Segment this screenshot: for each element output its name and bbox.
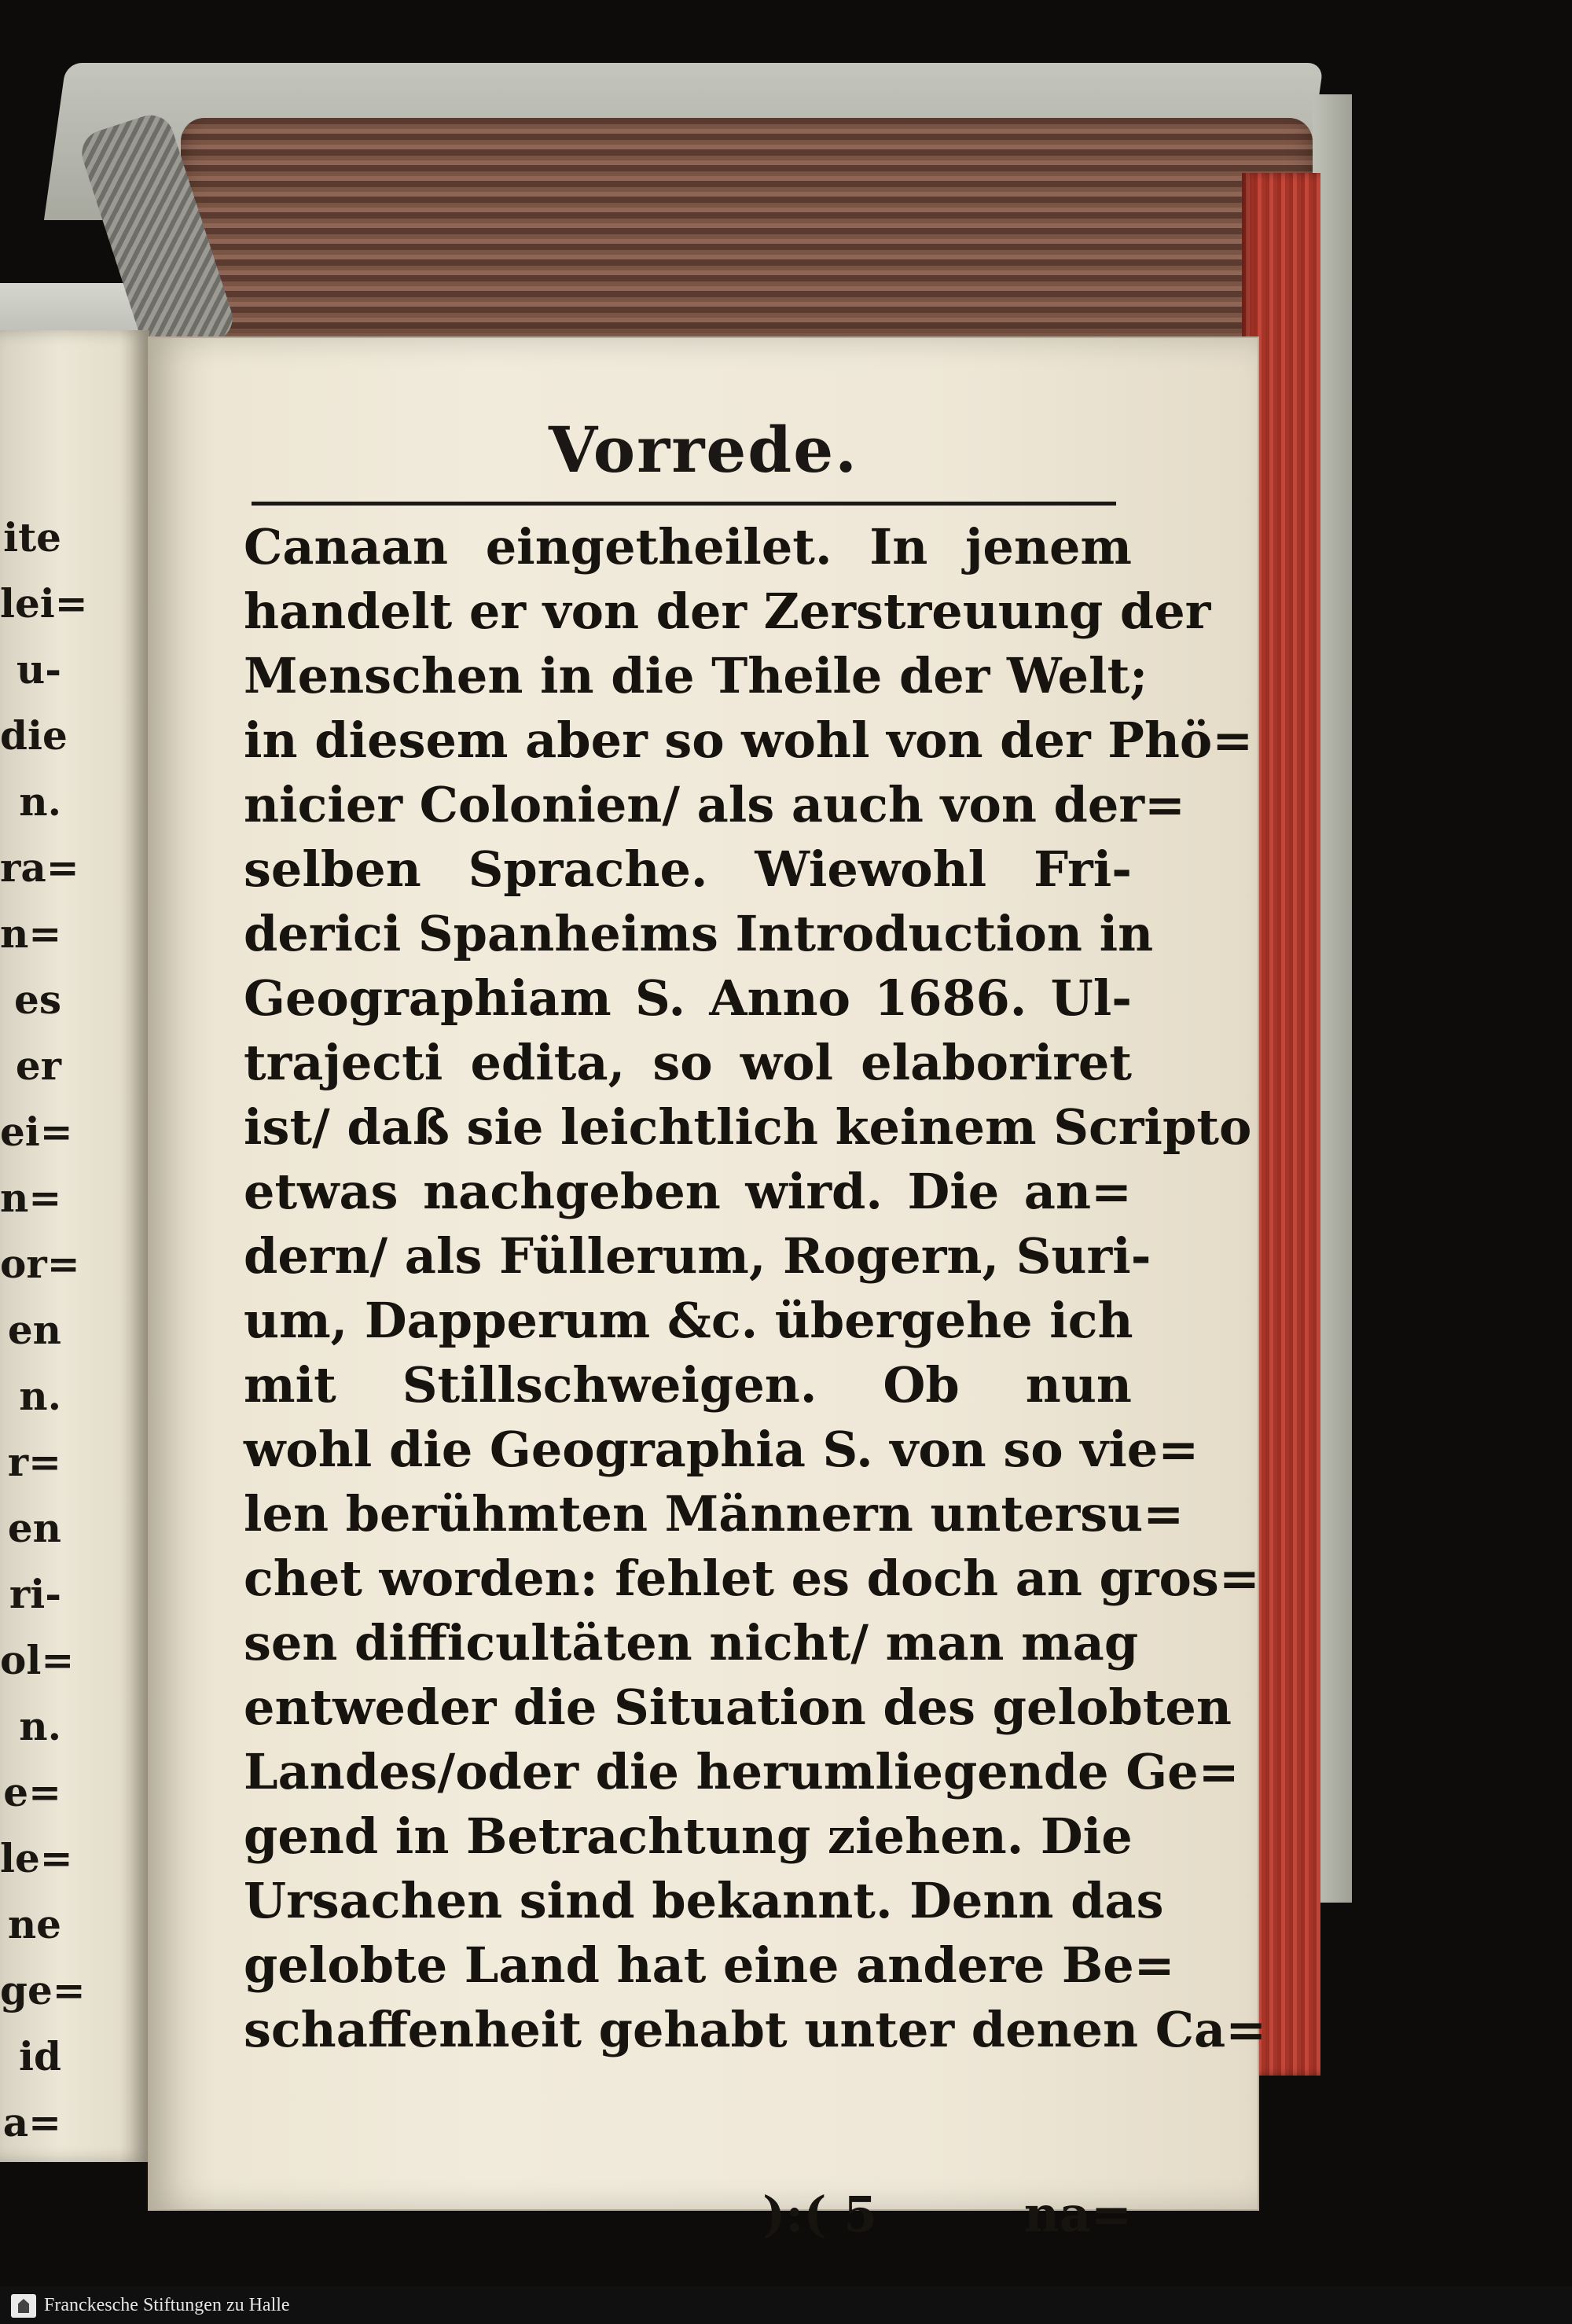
left-page-fragment: le= bbox=[0, 1835, 73, 1881]
text-line: chet worden: fehlet es doch an gros= bbox=[244, 1550, 1260, 1607]
left-page-fragment: ra= bbox=[0, 844, 79, 891]
text-line: trajecti edita, so wol elaboriret bbox=[244, 1034, 1132, 1091]
text-line: gelobte Land hat eine andere Be= bbox=[244, 1936, 1175, 1994]
left-page-fragment: n. bbox=[19, 1703, 61, 1749]
watermark-text: Franckesche Stiftungen zu Halle bbox=[44, 2295, 290, 2315]
text-line: etwas nachgeben wird. Die an= bbox=[244, 1163, 1132, 1220]
page-block-edges bbox=[181, 118, 1313, 354]
left-page-fragment: u- bbox=[16, 646, 61, 693]
left-page-fragment: ol= bbox=[0, 1637, 75, 1683]
left-page-fragment: lei= bbox=[0, 580, 88, 627]
left-page-fragment: en bbox=[7, 1307, 61, 1353]
left-page-fragment: die bbox=[0, 712, 68, 759]
left-page-fragment: ge= bbox=[0, 1967, 86, 2013]
left-page-fragment: n. bbox=[19, 1373, 61, 1419]
left-page-fragment: e= bbox=[3, 1769, 61, 1815]
text-line: selben Sprache. Wiewohl Fri- bbox=[244, 840, 1132, 898]
header-rule bbox=[252, 502, 1116, 506]
left-page-fragment: or= bbox=[0, 1241, 80, 1287]
page-text bbox=[244, 515, 1267, 2062]
page-footer bbox=[244, 2186, 1132, 2249]
text-line: Ursachen sind bekannt. Denn das bbox=[244, 1872, 1164, 1929]
text-line: nicier Colonien/ als auch von der= bbox=[244, 776, 1185, 833]
left-page-fragment: r= bbox=[7, 1439, 61, 1485]
text-line: gend in Betrachtung ziehen. Die bbox=[244, 1807, 1133, 1865]
text-line: ist/ daß sie leichtlich keinem Scripto bbox=[244, 1098, 1252, 1156]
text-line: Landes/oder die herumliegende Ge= bbox=[244, 1743, 1240, 1800]
text-line: schaffenheit gehabt unter denen Ca= bbox=[244, 2001, 1267, 2058]
text-line: entweder die Situation des gelobten bbox=[244, 1679, 1232, 1736]
left-page-fragment: a= bbox=[2, 2099, 61, 2146]
left-page-fragment: er bbox=[15, 1042, 61, 1089]
left-page-fragment: ei= bbox=[0, 1109, 73, 1155]
left-page-fragment: ite bbox=[3, 514, 61, 561]
text-line: mit Stillschweigen. Ob nun bbox=[244, 1356, 1132, 1414]
text-line: Menschen in die Theile der Welt; bbox=[244, 647, 1148, 704]
left-page-fragment: ne bbox=[7, 1901, 61, 1947]
text-line: sen difficultäten nicht/ man mag bbox=[244, 1614, 1139, 1671]
left-page bbox=[0, 330, 149, 2162]
text-line: in diesem aber so wohl von der Phö= bbox=[244, 712, 1254, 769]
catchword: na= bbox=[1023, 2186, 1132, 2243]
right-page bbox=[149, 338, 1267, 2243]
running-head: Vorrede. bbox=[549, 413, 858, 487]
signature-mark: ):( 5 bbox=[762, 2186, 878, 2243]
text-line: dern/ als Füllerum, Rogern, Suri- bbox=[244, 1227, 1151, 1285]
text-line: Geographiam S. Anno 1686. Ul- bbox=[244, 969, 1132, 1027]
text-line: derici Spanheims Introduction in bbox=[244, 905, 1154, 962]
institution-logo-icon bbox=[11, 2294, 36, 2318]
left-page-fragment: n= bbox=[0, 910, 62, 957]
text-line: len berühmten Männern untersu= bbox=[244, 1485, 1185, 1543]
left-page-fragment: n. bbox=[19, 778, 61, 825]
text-line: Canaan eingetheilet. In jenem bbox=[244, 518, 1132, 575]
left-page-fragment: id bbox=[19, 2033, 61, 2079]
left-page-fragment: n= bbox=[0, 1175, 62, 1221]
left-page-fragment: en bbox=[7, 1505, 61, 1551]
left-page-fragment: ri- bbox=[9, 1571, 61, 1617]
left-page-fragment: es bbox=[14, 976, 61, 1023]
text-line: handelt er von der Zerstreuung der bbox=[244, 583, 1211, 640]
text-line: um, Dapperum &c. übergehe ich bbox=[244, 1292, 1133, 1349]
text-line: wohl die Geographia S. von so vie= bbox=[244, 1421, 1199, 1478]
